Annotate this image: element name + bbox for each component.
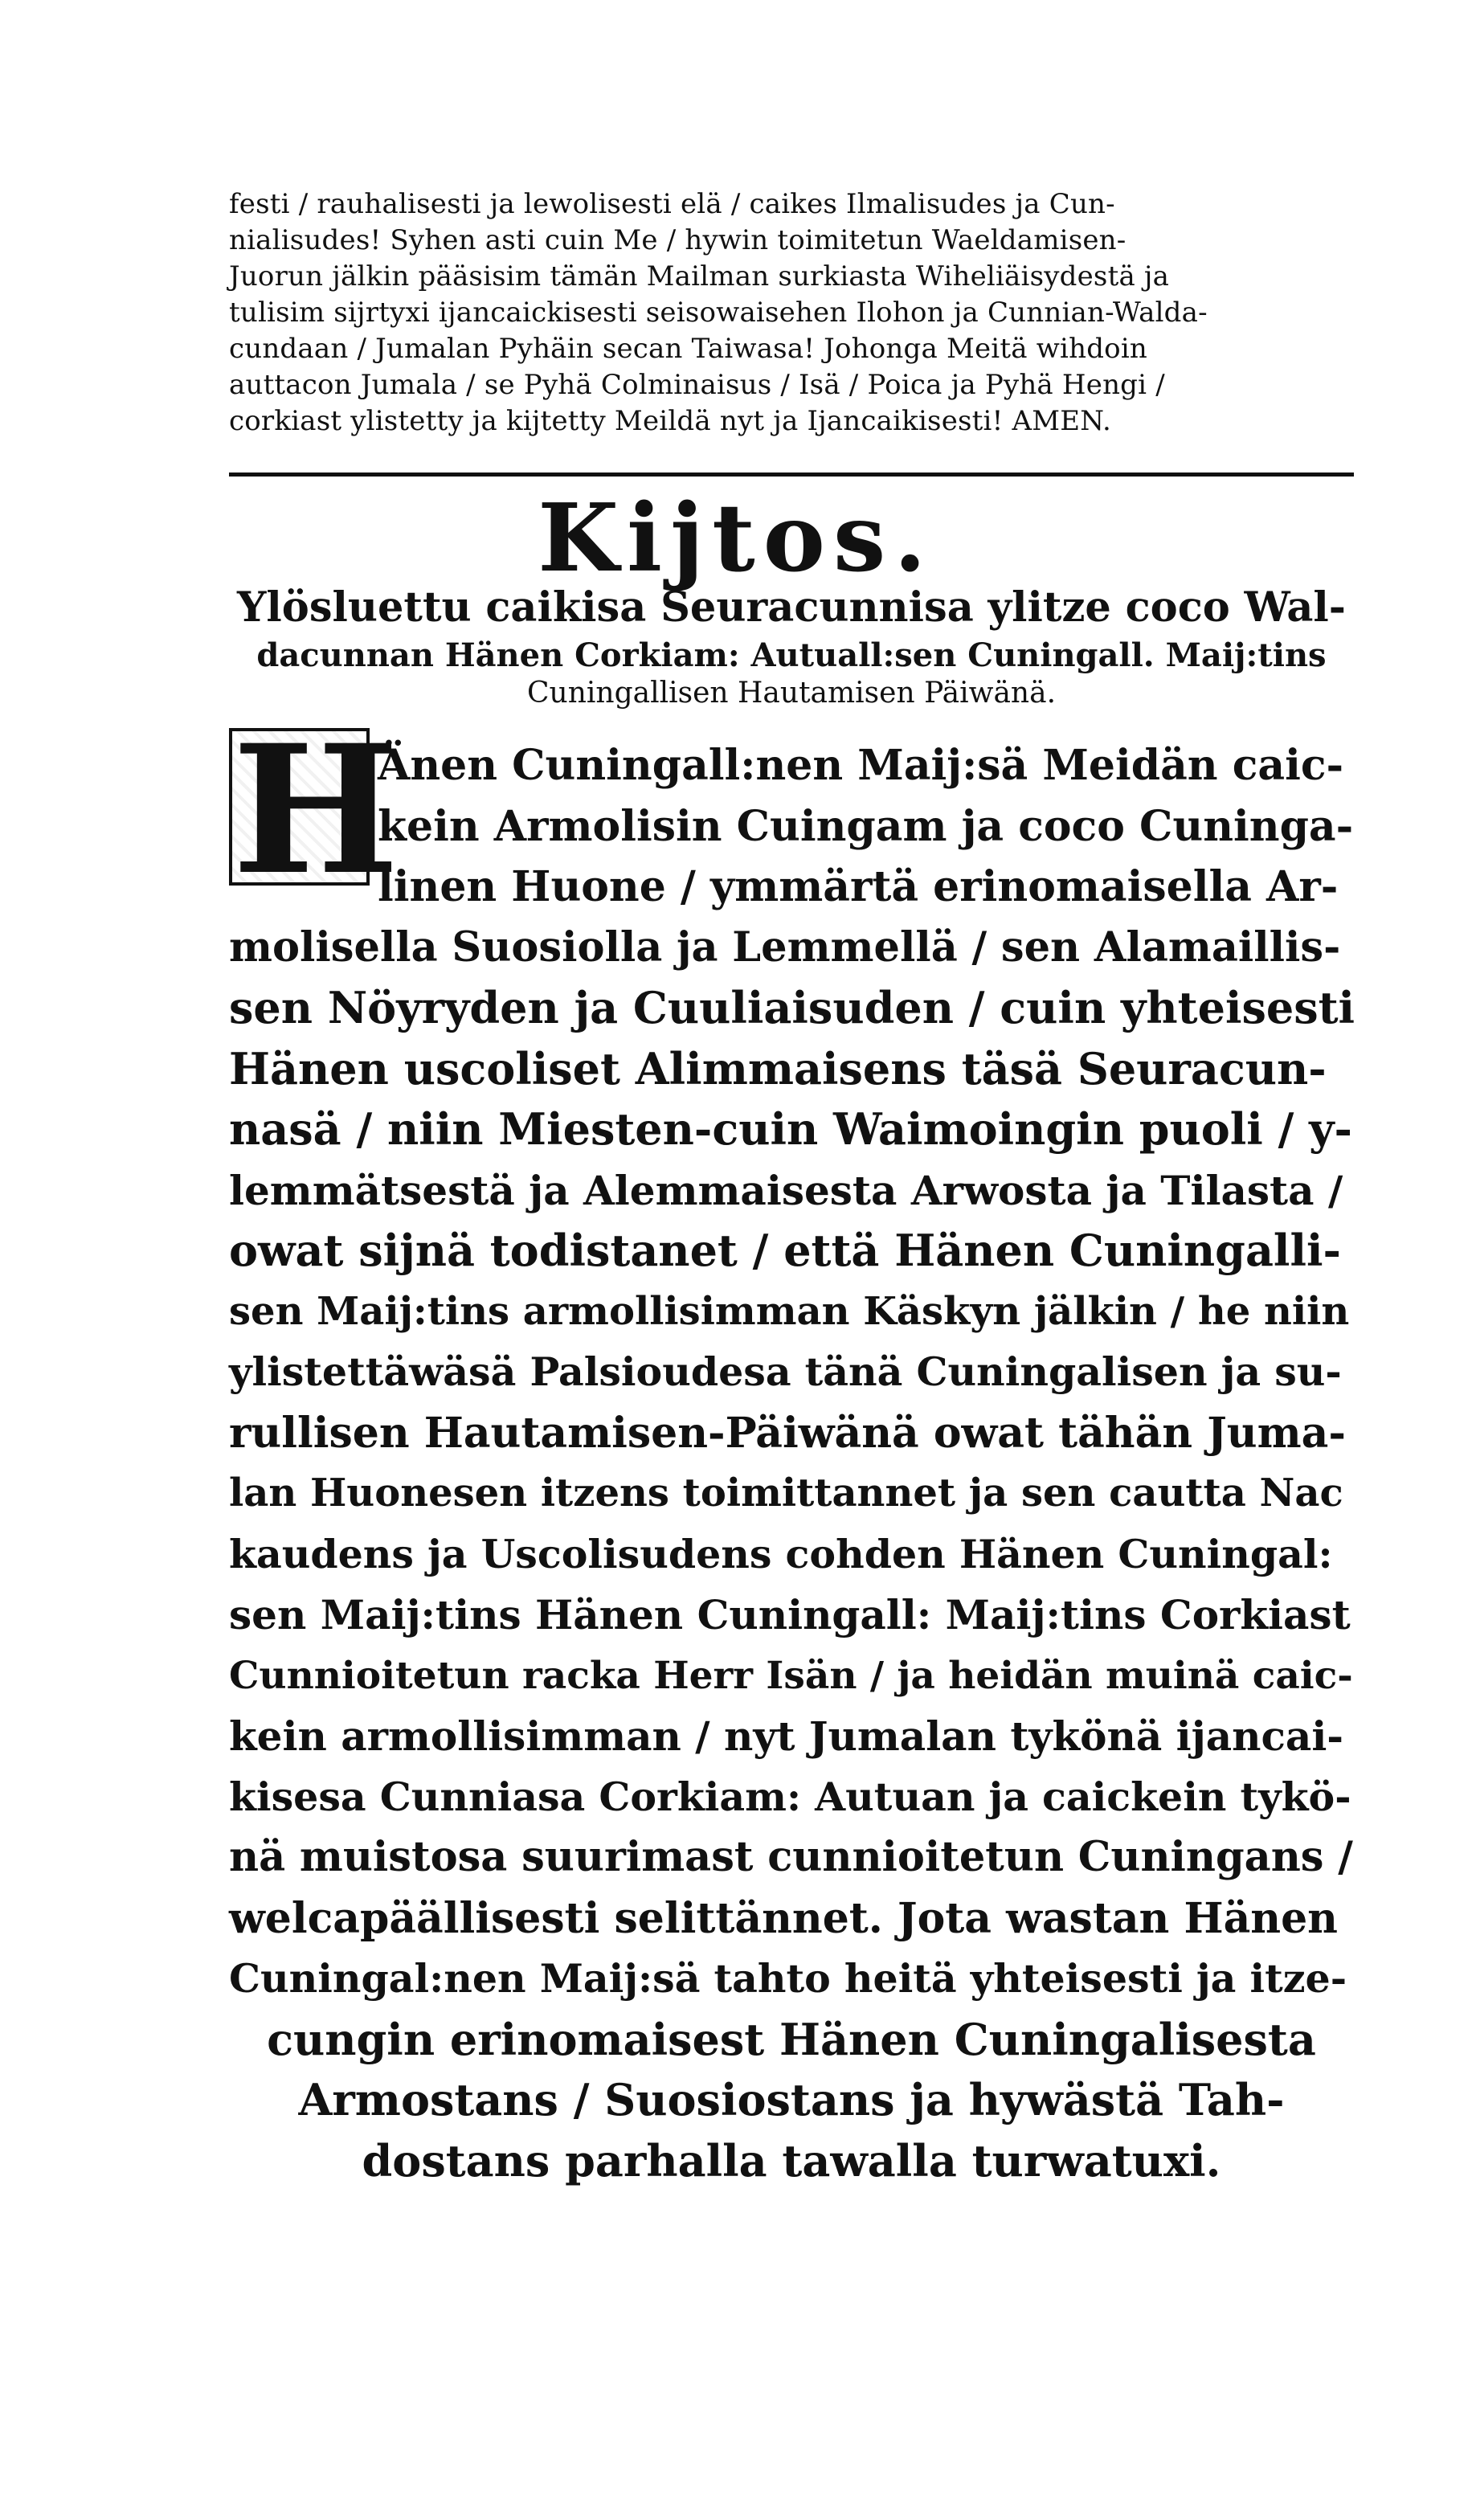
text-line: rullisen Hautamisen-Päiwänä owat tähän Juma- bbox=[229, 1408, 1346, 1458]
text-line: Cuningal:nen Maij:sä tahto heitä yhteisesti ja itze- bbox=[229, 1955, 1347, 2002]
text-line: ylistettäwäsä Palsioudesa tänä Cuningalisen ja su- bbox=[229, 1348, 1342, 1395]
text-line: welcapäällisesti selittännet. Jota wastan Hänen bbox=[229, 1893, 1338, 1943]
text-line: kein Armolisin Cuingam ja coco Cuninga- bbox=[378, 801, 1354, 851]
text-line: linen Huone / ymmärtä erinomaisella Ar- bbox=[378, 862, 1339, 911]
section-divider-rule bbox=[229, 472, 1354, 477]
text-line: sen Nöyryden ja Cuuliaisuden / cuin yhteisesti bbox=[229, 982, 1355, 1033]
text-line: lemmätsestä ja Alemmaisesta Arwosta ja Tilasta / bbox=[229, 1166, 1343, 1214]
text-line: kein armollisimman / nyt Jumalan tykönä ijancai- bbox=[229, 1712, 1344, 1760]
text-line: Änen Cuningall:nen Maij:sä Meidän caic- bbox=[378, 741, 1344, 790]
section-subheading bbox=[229, 579, 1354, 712]
text-line: auttacon Jumala / se Pyhä Colminaisus / Isä / Poica ja Pyhä Hengi / bbox=[229, 369, 1165, 401]
body-paragraph bbox=[229, 735, 1354, 2191]
text-line: kisesa Cunniasa Corkiam: Autuan ja caickein tykö- bbox=[229, 1773, 1351, 1820]
text-line: nasä / niin Miesten-cuin Waimoingin puoli / y- bbox=[229, 1103, 1352, 1155]
text-line: festi / rauhalisesti ja lewolisesti elä / caikes Ilmalisudes ja Cun- bbox=[229, 188, 1115, 220]
text-line: cungin erinomaisest Hänen Cuningalisesta bbox=[267, 2013, 1316, 2065]
text-line: Juorun jälkin pääsisim tämän Mailman surkiasta Wiheliäisydestä ja bbox=[229, 260, 1170, 292]
text-line: sen Maij:tins Hänen Cuningall: Maij:tins Corkiast bbox=[229, 1591, 1351, 1638]
text-line: kaudens ja Uscolisudens cohden Hänen Cuningal: bbox=[229, 1530, 1333, 1577]
text-line: Hänen uscoliset Alimmaisens täsä Seuracun- bbox=[229, 1042, 1327, 1094]
text-line: nä muistosa suurimast cunnioitetun Cuningans / bbox=[229, 1833, 1353, 1881]
subheading-line: Cuningallisen Hautamisen Päiwänä. bbox=[526, 677, 1057, 710]
text-line: tulisim sijrtyxi ijancaickisesti seisowaisehen Ilohon ja Cunnian-Walda- bbox=[229, 297, 1208, 329]
previous-section-text bbox=[229, 186, 1354, 440]
text-line: corkiast ylistetty ja kijtetty Meildä nyt ja Ijancaikisesti! AMEN. bbox=[229, 405, 1112, 437]
subheading-line: dacunnan Hänen Corkiam: Autuall:sen Cuningall. Maij:tins bbox=[256, 636, 1327, 674]
text-line: lan Huonesen itzens toimittannet ja sen cautta Nac bbox=[229, 1471, 1343, 1516]
text-line: owat sijnä todistanet / että Hänen Cuningalli- bbox=[229, 1225, 1341, 1276]
text-line: cundaan / Jumalan Pyhäin secan Taiwasa! Johonga Meitä wihdoin bbox=[229, 333, 1147, 365]
section-heading: Kijtos. bbox=[538, 484, 934, 593]
text-line: Armostans / Suosiostans ja hywästä Tah- bbox=[298, 2074, 1285, 2125]
text-line: nialisudes! Syhen asti cuin Me / hywin toimitetun Waeldamisen- bbox=[229, 224, 1126, 256]
text-line: dostans parhalla tawalla turwatuxi. bbox=[362, 2134, 1221, 2187]
subheading-line: Ylösluettu caikisa Seuracunnisa ylitze coco Wal- bbox=[237, 583, 1346, 632]
text-line: sen Maij:tins armollisimman Käskyn jälkin / he niin bbox=[229, 1288, 1350, 1334]
text-line: molisella Suosiolla ja Lemmellä / sen Alamaillis- bbox=[229, 922, 1341, 972]
text-line: Cunnioitetun racka Herr Isän / ja heidän muinä caic- bbox=[229, 1653, 1353, 1698]
drop-cap-initial: H bbox=[229, 728, 370, 886]
